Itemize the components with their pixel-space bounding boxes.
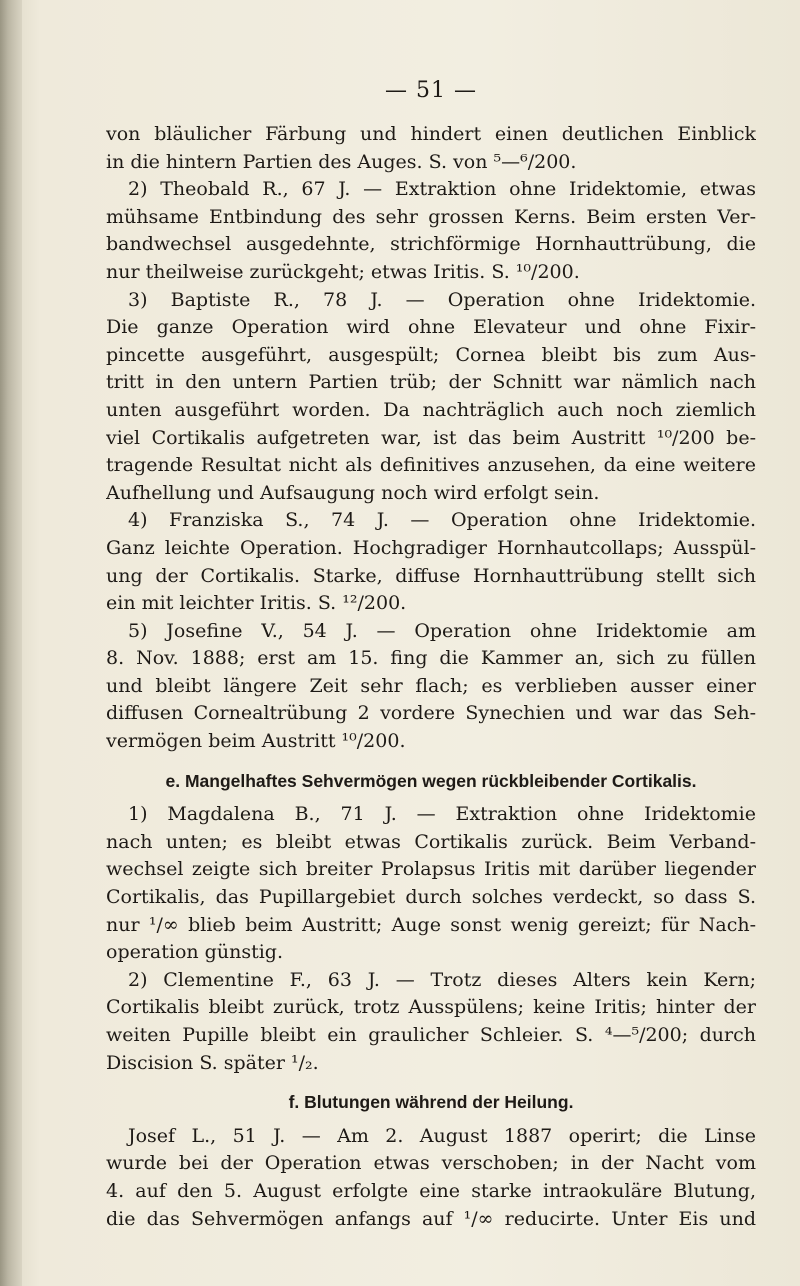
- text-block-3: [106, 1123, 756, 1233]
- text-line: 5) Josefine V., 54 J. — Operation ohne Iridektomie am: [128, 619, 756, 642]
- text-line: 8. Nov. 1888; erst am 15. fing die Kammer an, sich zu füllen: [106, 647, 756, 670]
- text-line: 2) Theobald R., 67 J. — Extraktion ohne Iridektomie, etwas: [128, 178, 756, 201]
- section-heading-e: e. Mangelhaftes Sehvermögen wegen rückbleibender Cortikalis.: [165, 770, 697, 791]
- text-line: nur theilweise zurückgeht; etwas Iritis. S. ¹⁰/200.: [106, 260, 580, 283]
- text-line: Cortikalis, das Pupillargebiet durch solches verdeckt, so dass S.: [106, 886, 756, 909]
- text-line: unten ausgeführt worden. Da nachträglich auch noch ziemlich: [106, 398, 756, 421]
- text-line: diffusen Cornealtrübung 2 vordere Synechien und war das Seh-: [106, 702, 756, 725]
- text-line: viel Cortikalis aufgetreten war, ist das beim Austritt ¹⁰/200 be-: [106, 426, 756, 449]
- text-line: Discision S. später ¹/₂.: [106, 1051, 319, 1074]
- page-text: [106, 78, 756, 1233]
- text-line: Josef L., 51 J. — Am 2. August 1887 operirt; die Linse: [128, 1124, 756, 1147]
- text-line: 4) Franziska S., 74 J. — Operation ohne Iridektomie.: [128, 509, 756, 532]
- text-line: weiten Pupille bleibt ein graulicher Schleier. S. ⁴—⁵/200; durch: [106, 1024, 756, 1046]
- text-line: tritt in den untern Partien trüb; der Schnitt war nämlich nach: [106, 371, 756, 394]
- text-line: ein mit leichter Iritis. S. ¹²/200.: [106, 592, 407, 615]
- text-line: Ganz leichte Operation. Hochgradiger Hornhautcollaps; Ausspül-: [106, 536, 756, 559]
- text-line: pincette ausgeführt, ausgespült; Cornea bleibt bis zum Aus-: [106, 343, 756, 366]
- text-line: Aufhellung und Aufsaugung noch wird erfolgt sein.: [106, 481, 600, 504]
- text-line: 3) Baptiste R., 78 J. — Operation ohne Iridektomie.: [128, 288, 756, 311]
- text-line: die das Sehvermögen anfangs auf ¹/∞ reducirte. Unter Eis und: [106, 1207, 756, 1230]
- text-line: nach unten; es bleibt etwas Cortikalis zurück. Beim Verband-: [106, 830, 756, 853]
- text-line: 1) Magdalena B., 71 J. — Extraktion ohne Iridektomie: [128, 803, 756, 826]
- text-line: tragende Resultat nicht als definitives anzusehen, da eine weitere: [106, 454, 756, 477]
- text-line: in die hintern Partien des Auges. S. von ⁵—⁶/200.: [106, 150, 577, 173]
- text-line: operation günstig.: [106, 941, 283, 964]
- page-number: — 51 —: [385, 78, 477, 103]
- text-line: mühsame Entbindung des sehr grossen Kerns. Beim ersten Ver-: [106, 205, 756, 228]
- book-spine-shadow: [0, 0, 22, 1286]
- text-line: bandwechsel ausgedehnte, strichförmige Hornhauttrübung, die: [106, 233, 756, 256]
- text-line: wurde bei der Operation etwas verschoben; in der Nacht vom: [106, 1152, 756, 1175]
- text-line: ung der Cortikalis. Starke, diffuse Hornhauttrübung stellt sich: [106, 564, 756, 587]
- text-line: vermögen beim Austritt ¹⁰/200.: [106, 730, 406, 753]
- text-block-1: [106, 121, 756, 756]
- text-line: Die ganze Operation wird ohne Elevateur und ohne Fixir-: [106, 316, 756, 339]
- text-line: 2) Clementine F., 63 J. — Trotz dieses Alters kein Kern;: [128, 968, 756, 991]
- text-block-2: [106, 801, 756, 1077]
- text-line: nur ¹/∞ blieb beim Austritt; Auge sonst wenig gereizt; für Nach-: [106, 913, 756, 936]
- section-heading-f: f. Blutungen während der Heilung.: [288, 1092, 574, 1113]
- text-line: 4. auf den 5. August erfolgte eine starke intraokuläre Blutung,: [106, 1179, 756, 1202]
- text-line: und bleibt längere Zeit sehr flach; es verblieben ausser einer: [106, 674, 756, 697]
- text-line: wechsel zeigte sich breiter Prolapsus Iritis mit darüber liegender: [106, 858, 756, 881]
- text-line: von bläulicher Färbung und hindert einen deutlichen Einblick: [106, 123, 756, 145]
- text-line: Cortikalis bleibt zurück, trotz Ausspülens; keine Iritis; hinter der: [106, 996, 756, 1019]
